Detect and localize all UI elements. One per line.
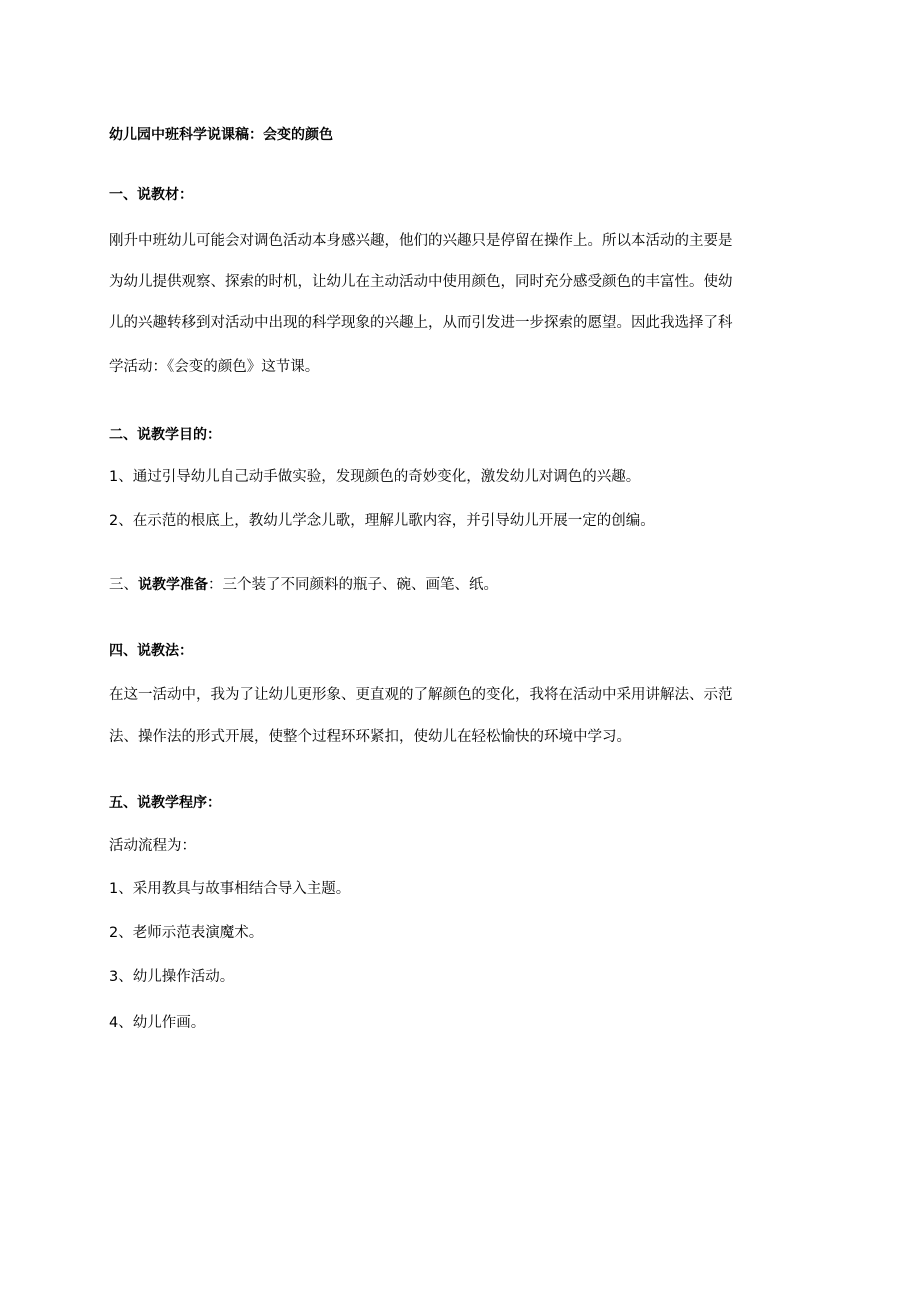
procedure-item-number: 1 [109,881,119,897]
procedure-item [109,923,809,943]
section-1-paragraph-line: 为幼儿提供观察、探索的时机，让幼儿在主动活动中使用颜色，同时充分感受颜色的丰富性。使幼 [109,274,733,290]
procedure-item-number: 3 [109,969,119,985]
procedure-item-text: 、采用教具与故事相结合导入主题。 [118,881,351,897]
section-1-paragraph-line: 学活动：《会变的颜色》这节课。 [109,359,320,375]
procedure-item-text: 、幼儿作画。 [118,1015,206,1031]
section-5-intro: 活动流程为： [109,838,196,854]
section-5-heading: 五、说教学程序： [109,795,221,811]
section-3-heading: 说教学准备 [138,577,208,593]
objective-item-text: 、通过引导幼儿自己动手做实验，发现颜色的奇妙变化，激发幼儿对调色的兴趣。 [118,469,641,485]
objective-item [109,511,809,531]
procedure-item [109,967,809,987]
section-3-line [109,575,809,595]
procedure-item-text: 、老师示范表演魔术。 [118,925,264,941]
section-1-paragraph-line: 刚升中班幼儿可能会对调色活动本身感兴趣，他们的兴趣只是停留在操作上。所以本活动的主要是 [109,233,733,249]
objective-item [109,467,809,487]
procedure-item-text: 、幼儿操作活动。 [118,969,235,985]
procedure-item-number: 4 [109,1015,119,1031]
section-1-heading: 一、说教材： [109,187,193,203]
objective-item-text: 、在示范的根底上，教幼儿学念儿歌，理解儿歌内容，并引导幼儿开展一定的创编。 [118,513,655,529]
section-3-text: ：三个装了不同颜料的瓶子、碗、画笔、纸。 [208,577,498,593]
document-title: 幼儿园中班科学说课稿：会变的颜色 [109,127,333,143]
section-4-heading: 四、说教法： [109,643,193,659]
section-4-paragraph-line: 在这一活动中，我为了让幼儿更形象、更直观的了解颜色的变化，我将在活动中采用讲解法、示范 [109,687,733,703]
objective-item-number: 1 [109,469,119,485]
section-3-heading-prefix: 三、 [109,577,138,593]
procedure-item [109,879,809,899]
section-2-heading: 二、说教学目的： [109,427,221,443]
procedure-item-number: 2 [109,925,119,941]
procedure-item [109,1013,809,1033]
section-1-paragraph-line: 儿的兴趣转移到对活动中出现的科学现象的兴趣上，从而引发进一步探索的愿望。因此我选择了科 [109,315,733,331]
section-4-paragraph-line: 法、操作法的形式开展，使整个过程环环紧扣，使幼儿在轻松愉快的环境中学习。 [109,729,631,745]
objective-item-number: 2 [109,513,119,529]
